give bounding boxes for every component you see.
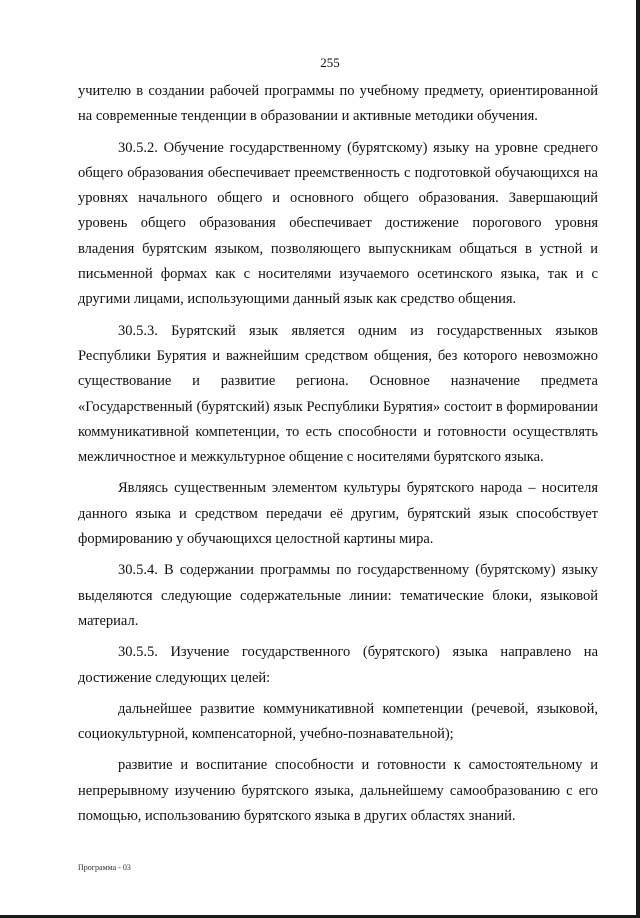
paragraph-continuation: учителю в создании рабочей программы по учебному предмету, ориентированной на современные тенденции в образовании и активные методики обучения. <box>78 83 598 125</box>
paragraph-30-5-4: 30.5.4. В содержании программы по государственному (бурятскому) языку выделяются следующие содержательные линии: тематические блоки, языковой материал. <box>78 562 598 629</box>
paragraph-30-5-2: 30.5.2. Обучение государственному (бурятскому) языку на уровне среднего общего образования обеспечивает преемственность с подготовкой обучающихся на уровнях начального общего и основного общего образования. Завершающий уровень общего образования обеспечивает достижение порогового уровня владения бурятским языком, позволяющего выпускникам общаться в устной и письменной формах как с носителями изучаемого осетинского языка, так и с другими лицами, использующими данный язык как средство общения. <box>78 139 598 308</box>
goal-item-self-education: развитие и воспитание способности и готовности к самостоятельному и непрерывному изучению бурятского языка, дальнейшему самообразованию с его помощью, использованию бурятского языка в других областях знаний. <box>78 757 598 825</box>
document-body <box>78 79 598 835</box>
goal-item-competence: дальнейшее развитие коммуникативной компетенции (речевой, языковой, социокультурной, компенсаторной, учебно-познавательной); <box>78 700 598 743</box>
scan-edge-right <box>636 0 640 918</box>
page-footer: Программа - 03 <box>78 863 131 872</box>
paragraph-30-5-5: 30.5.5. Изучение государственного (бурятского) языка направлено на достижение следующих целей: <box>78 644 598 686</box>
paragraph-30-5-3: 30.5.3. Бурятский язык является одним из государственных языков Республики Бурятия и важнейшим средством общения, без которого невозможно существование и развитие региона. Основное назначение предмета «Государственный (бурятский) язык Республики Бурятия» состоит в формировании коммуникативной компетенции, то есть способности и готовности осуществлять межличностное и межкультурное общение с носителями бурятского языка. <box>78 322 598 466</box>
page-number: 255 <box>320 55 340 70</box>
paragraph-culture: Являясь существенным элементом культуры бурятского народа – носителя данного языка и средством передачи её другим, бурятский язык способствует формированию у обучающихся целостной картины мира. <box>78 480 598 548</box>
